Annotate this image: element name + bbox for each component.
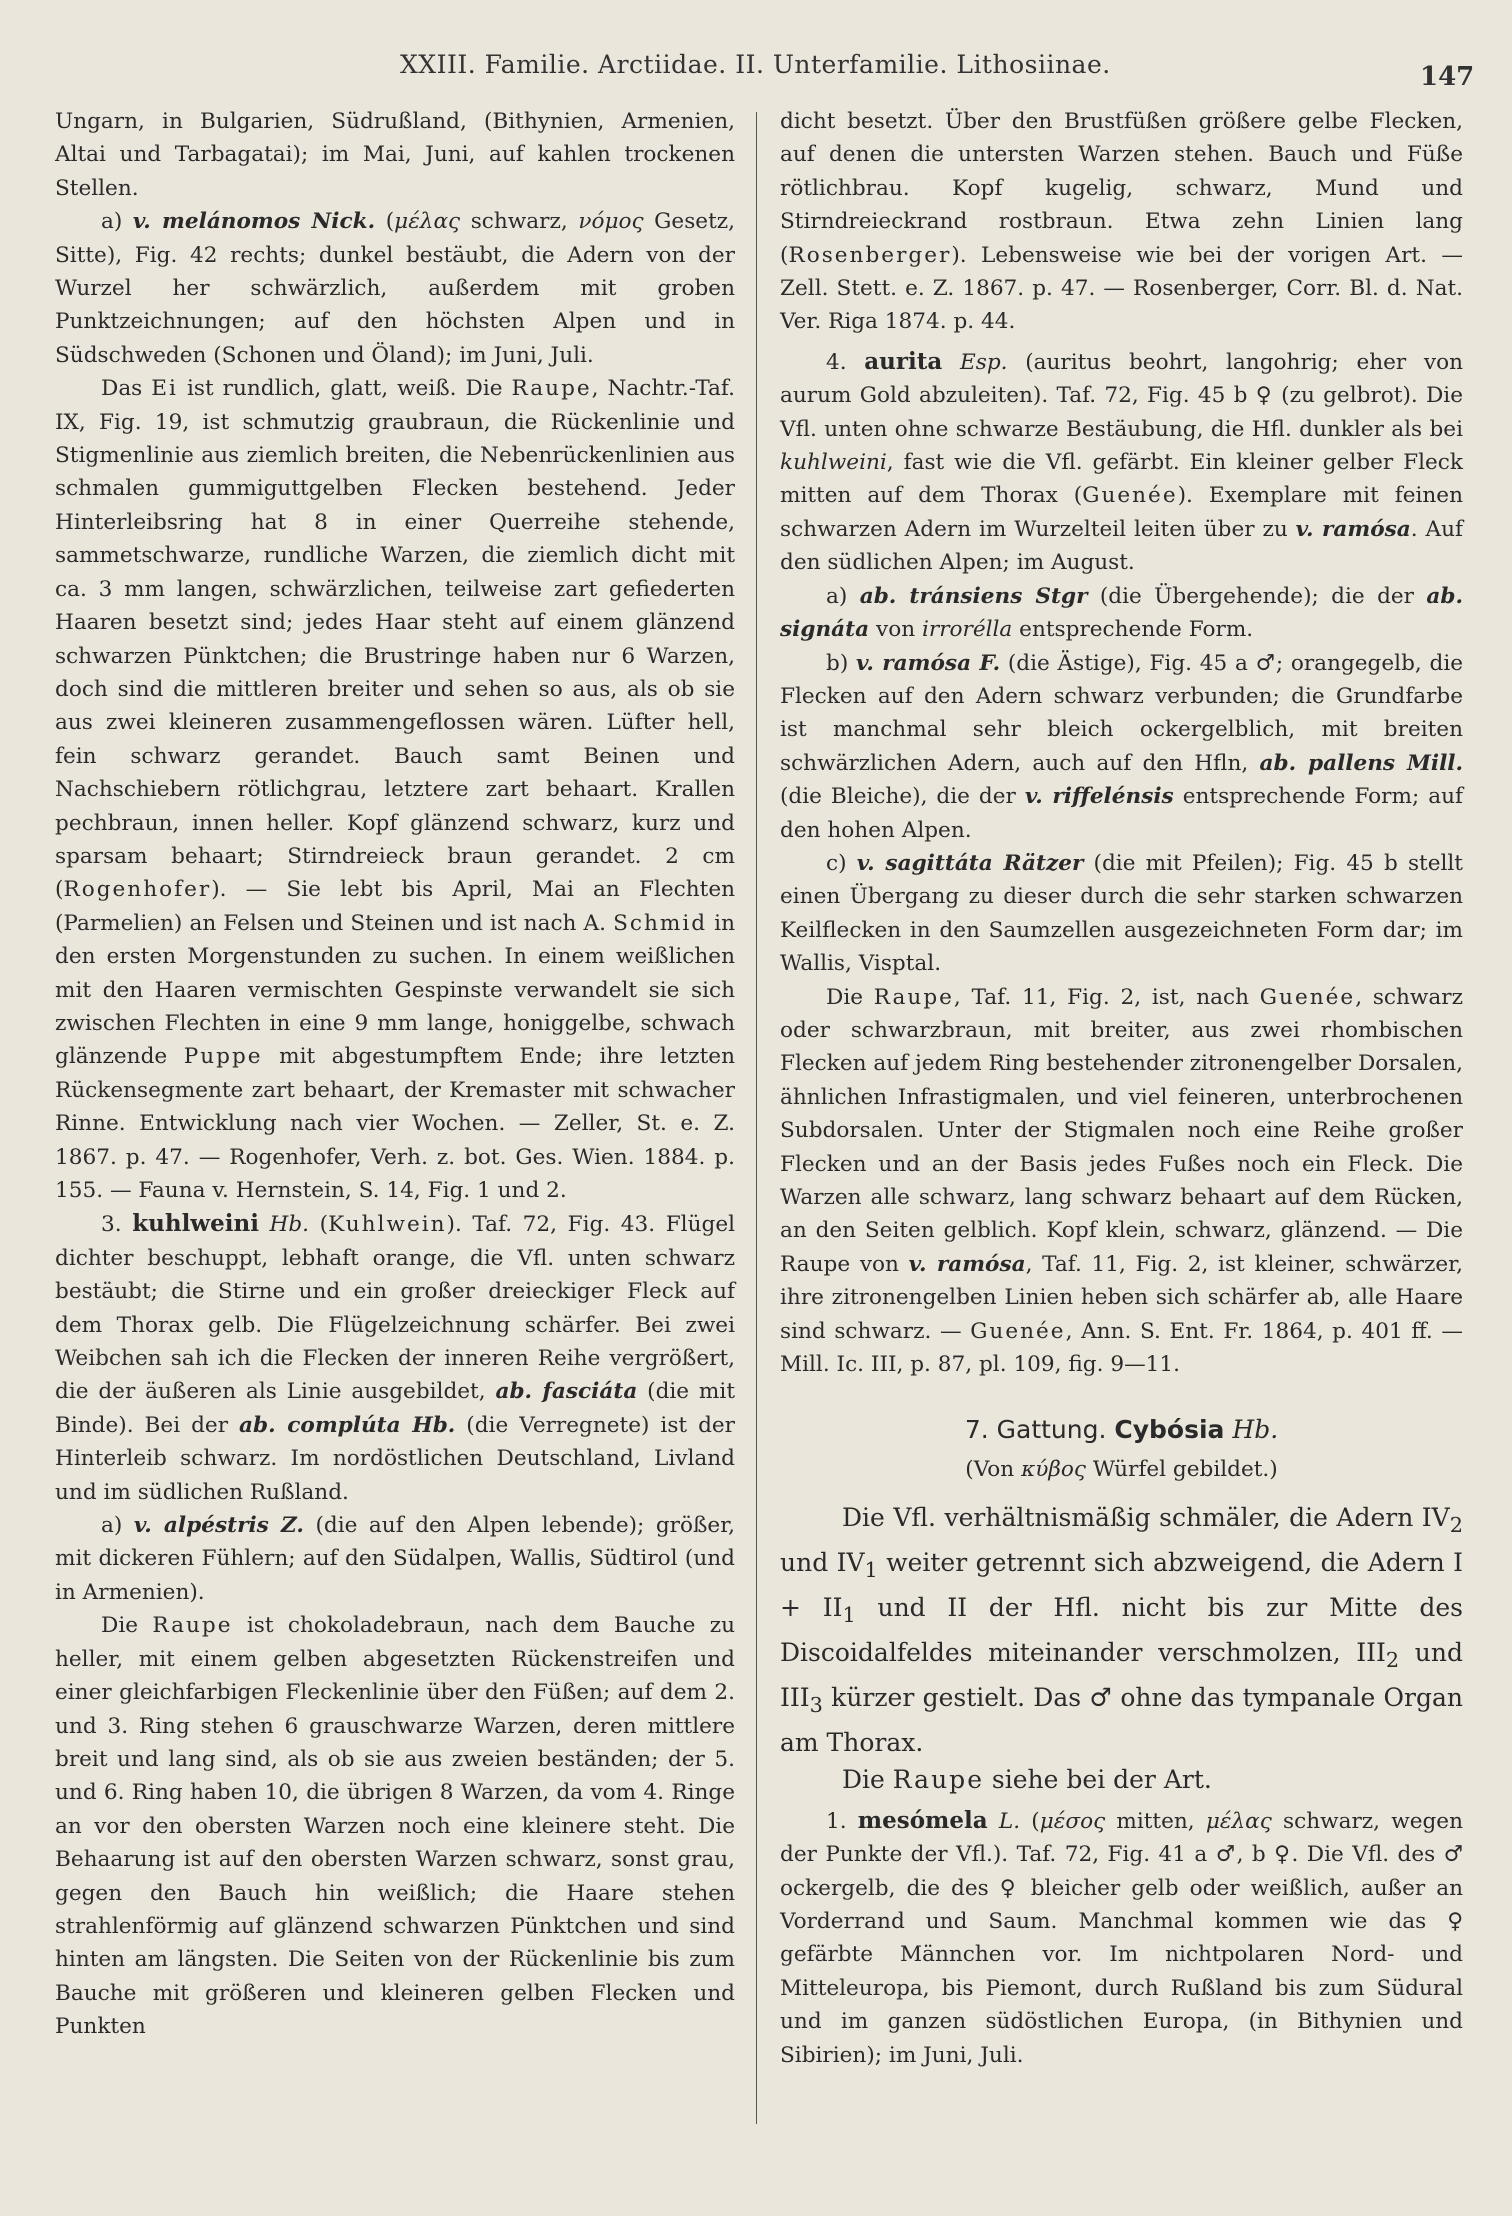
right-column	[780, 105, 1463, 2072]
right-column-lower	[780, 1499, 1463, 2072]
right-column-upper	[780, 105, 1463, 1381]
genus-number: 7. Gattung.	[964, 1415, 1107, 1445]
right-column-paragraph: a) ab. tránsiens Stgr (die Übergehende); die der ab. signáta von irrorélla entsprechende Form.	[780, 583, 1464, 643]
right-column-paragraph: 4. aurita Esp. (auritus beohrt, langohrig; eher von aurum Gold abzuleiten). Taf. 72, Fig. 45 b ♀ (zu gelbrot). Die Vfl. unten ohne schwarze Bestäubung, die Hfl. dunkler als bei kuhlweini, fast wie die Vfl. gefärbt. Ein kleiner gelber Fleck mitten auf dem Thorax (Guenée). Exemplare mit feinen schwarzen Adern im Wurzelteil leiten über zu v. ramósa. Auf den südlichen Alpen; im August.	[780, 347, 1464, 576]
right-column-paragraph: b) v. ramósa F. (die Ästige), Fig. 45 a ♂; orangegelb, die Flecken auf den Adern schwarz verbunden; die Grundfarbe ist manchmal sehr bleich ockergelblich, mit breiten schwärzlichen Adern, auch auf den Hfln, ab. pallens Mill. (die Bleiche), die der v. riffelénsis entsprechende Form; auf den hohen Alpen.	[780, 650, 1464, 843]
right-column-lower-paragraph: Die Raupe siehe bei der Art.	[842, 1764, 1212, 1794]
genus-etymology: (Von κύβος Würfel gebildet.)	[965, 1457, 1278, 1483]
right-column-paragraph: dicht besetzt. Über den Brustfüßen größere gelbe Flecken, auf denen die untersten Warzen stehen. Bauch und Füße rötlichbrau. Kopf kugelig, schwarz, Mund und Stirndreieckrand rostbraun. Etwa zehn Linien lang (Rosenberger). Lebensweise wie bei der vorigen Art. — Zell. Stett. e. Z. 1867. p. 47. — Rosenberger, Corr. Bl. d. Nat. Ver. Riga 1874. p. 44.	[780, 109, 1463, 335]
column-divider	[756, 112, 757, 2124]
page-number: 147	[1420, 62, 1475, 92]
right-column-paragraph: c) v. sagittáta Rätzer (die mit Pfeilen); Fig. 45 b stellt einen Übergang zu dieser durch die sehr starken schwarzen Keilflecken in den Saumzellen ausgezeichneten Form dar; im Wallis, Visptal.	[780, 850, 1463, 977]
genus-author: Hb.	[1232, 1415, 1279, 1445]
page-header	[0, 50, 1512, 100]
genus-heading	[780, 1411, 1463, 1449]
left-column	[55, 105, 735, 2044]
right-column-paragraph: Die Raupe, Taf. 11, Fig. 2, ist, nach Guenée, schwarz oder schwarzbraun, mit breiter, aus zwei rhombischen Flecken auf jedem Ring bestehender zitronengelber Dorsalen, ähnlichen Infrastigmalen, und viel feineren, unterbrochenen Subdorsalen. Unter der Stigmalen noch eine Reihe großer Flecken und an der Basis jedes Fußes noch ein Fleck. Die Warzen alle schwarz, lang schwarz behaart auf dem Rücken, an den Seiten gelblich. Kopf klein, schwarz, glänzend. — Die Raupe von v. ramósa, Taf. 11, Fig. 2, ist kleiner, schwärzer, ihre zitronengelben Linien heben sich schärfer ab, alle Haare sind schwarz. — Guenée, Ann. S. Ent. Fr. 1864, p. 401 ff. — Mill. Ic. III, p. 87, pl. 109, fig. 9—11.	[780, 984, 1463, 1378]
left-column-paragraph: 3. kuhlweini Hb. (Kuhlwein). Taf. 72, Fig. 43. Flügel dichter beschuppt, lebhaft orange, die Vfl. unten schwarz bestäubt; die Stirne und ein großer dreieckiger Fleck auf dem Thorax gelb. Die Flügelzeichnung schärfer. Bei zwei Weibchen sah ich die Flecken der inneren Reihe vergrößert, die der äußeren als Linie ausgebildet, ab. fasciáta (die mit Binde). Bei der ab. complúta Hb. (die Verregnete) ist der Hinterleib schwarz. Im nordöstlichen Deutschland, Livland und im südlichen Rußland.	[55, 1210, 735, 1505]
right-column-lower-paragraph: Die Vfl. verhältnismäßig schmäler, die Adern $IV_2$ und $IV_1$ weiter getrennt sich abzweigend, die Adern $I + II_1$ und II der Hfl. nicht bis zur Mitte des Discoidalfeldes miteinander verschmolzen, $III_2$ und $III_3$ kürzer gestielt. Das ♂ ohne das tympanale Organ am Thorax.	[780, 1502, 1463, 1757]
running-title: XXIII. Familie. Arctiidae. II. Unterfamilie. Lithosiinae.	[400, 50, 1111, 79]
left-column-paragraph: Ungarn, in Bulgarien, Südrußland, (Bithynien, Armenien, Altai und Tarbagatai); im Mai, Juni, auf kahlen trockenen Stellen.	[55, 109, 735, 201]
genus-name: Cybósia	[1114, 1415, 1225, 1445]
left-column-paragraph: a) v. melánomos Nick. (μέλας schwarz, νόμος Gesetz, Sitte), Fig. 42 rechts; dunkel bestäubt, die Adern von der Wurzel her schwärzlich, außerdem mit groben Punktzeichnungen; auf den höchsten Alpen und in Südschweden (Schonen und Öland); im Juni, Juli.	[55, 209, 735, 368]
left-column-paragraph: Das Ei ist rundlich, glatt, weiß. Die Raupe, Nachtr.-Taf. IX, Fig. 19, ist schmutzig graubraun, die Rückenlinie und Stigmenlinie aus ziemlich breiten, die Nebenrückenlinien aus schmalen gummiguttgelben Flecken bestehend. Jeder Hinterleibsring hat 8 in einer Querreihe stehende, sammetschwarze, rundliche Warzen, die ziemlich dicht mit ca. 3 mm langen, schwärzlichen, teilweise zart gefiederten Haaren besetzt sind; jedes Haar steht auf einem glänzend schwarzen Pünktchen; die Brustringe haben nur 6 Warzen, doch sind die mittleren breiter und sehen so aus, als ob sie aus zwei kleineren zusammengeflossen wären. Lüfter hell, fein schwarz gerandet. Bauch samt Beinen und Nachschiebern rötlichgrau, letztere zart behaart. Krallen pechbraun, innen heller. Kopf glänzend schwarz, kurz und sparsam behaart; Stirndreieck braun gerandet. 2 cm (Rogenhofer). — Sie lebt bis April, Mai an Flechten (Parmelien) an Felsen und Steinen und ist nach A. Schmid in den ersten Morgenstunden zu suchen. In einem weißlichen mit den Haaren vermischten Gespinste verwandelt sie sich zwischen Flechten in eine 9 mm lange, honiggelbe, schwach glänzende Puppe mit abgestumpftem Ende; ihre letzten Rückensegmente zart behaart, der Kremaster mit schwacher Rinne. Entwicklung nach vier Wochen. — Zeller, St. e. Z. 1867. p. 47. — Rogenhofer, Verh. z. bot. Ges. Wien. 1884. p. 155. — Fauna v. Hernstein, S. 14, Fig. 1 und 2.	[55, 376, 736, 1203]
right-column-lower-paragraph: 1. mesómela L. (μέσος mitten, μέλας schwarz, wegen der Punkte der Vfl.). Taf. 72, Fig. 41 a ♂, b ♀. Die Vfl. des ♂ ockergelb, die des ♀ bleicher gelb oder weißlich, außer an Vorderrand und Saum. Manchmal kommen wie das ♀ gefärbte Männchen vor. Im nichtpolaren Nord- und Mitteleuropa, bis Piemont, durch Rußland bis zum Südural und im ganzen südöstlichen Europa, (in Bithynien und Sibirien); im Juni, Juli.	[780, 1806, 1463, 2068]
left-column-paragraph: Die Raupe ist chokoladebraun, nach dem Bauche zu heller, mit einem gelben abgesetzten Rückenstreifen und einer gleichfarbigen Fleckenlinie über den Füßen; auf dem 2. und 3. Ring stehen 6 grauschwarze Warzen, deren mittlere breit und lang sind, als ob sie aus zweien beständen; der 5. und 6. Ring haben 10, die übrigen 8 Warzen, da vom 4. Ringe an vor den obersten Warzen noch eine kleinere steht. Die Behaarung ist auf den obersten Warzen schwarz, sonst grau, gegen den Bauch hin weißlich; die Haare stehen strahlenförmig auf glänzend schwarzen Pünktchen und sind hinten am längsten. Die Seiten von der Rückenlinie bis zum Bauche mit größeren und kleineren gelben Flecken und Punkten	[55, 1613, 735, 2040]
left-column-paragraph: a) v. alpéstris Z. (die auf den Alpen lebende); größer, mit dickeren Fühlern; auf den Südalpen, Wallis, Südtirol (und in Armenien).	[55, 1513, 736, 1605]
